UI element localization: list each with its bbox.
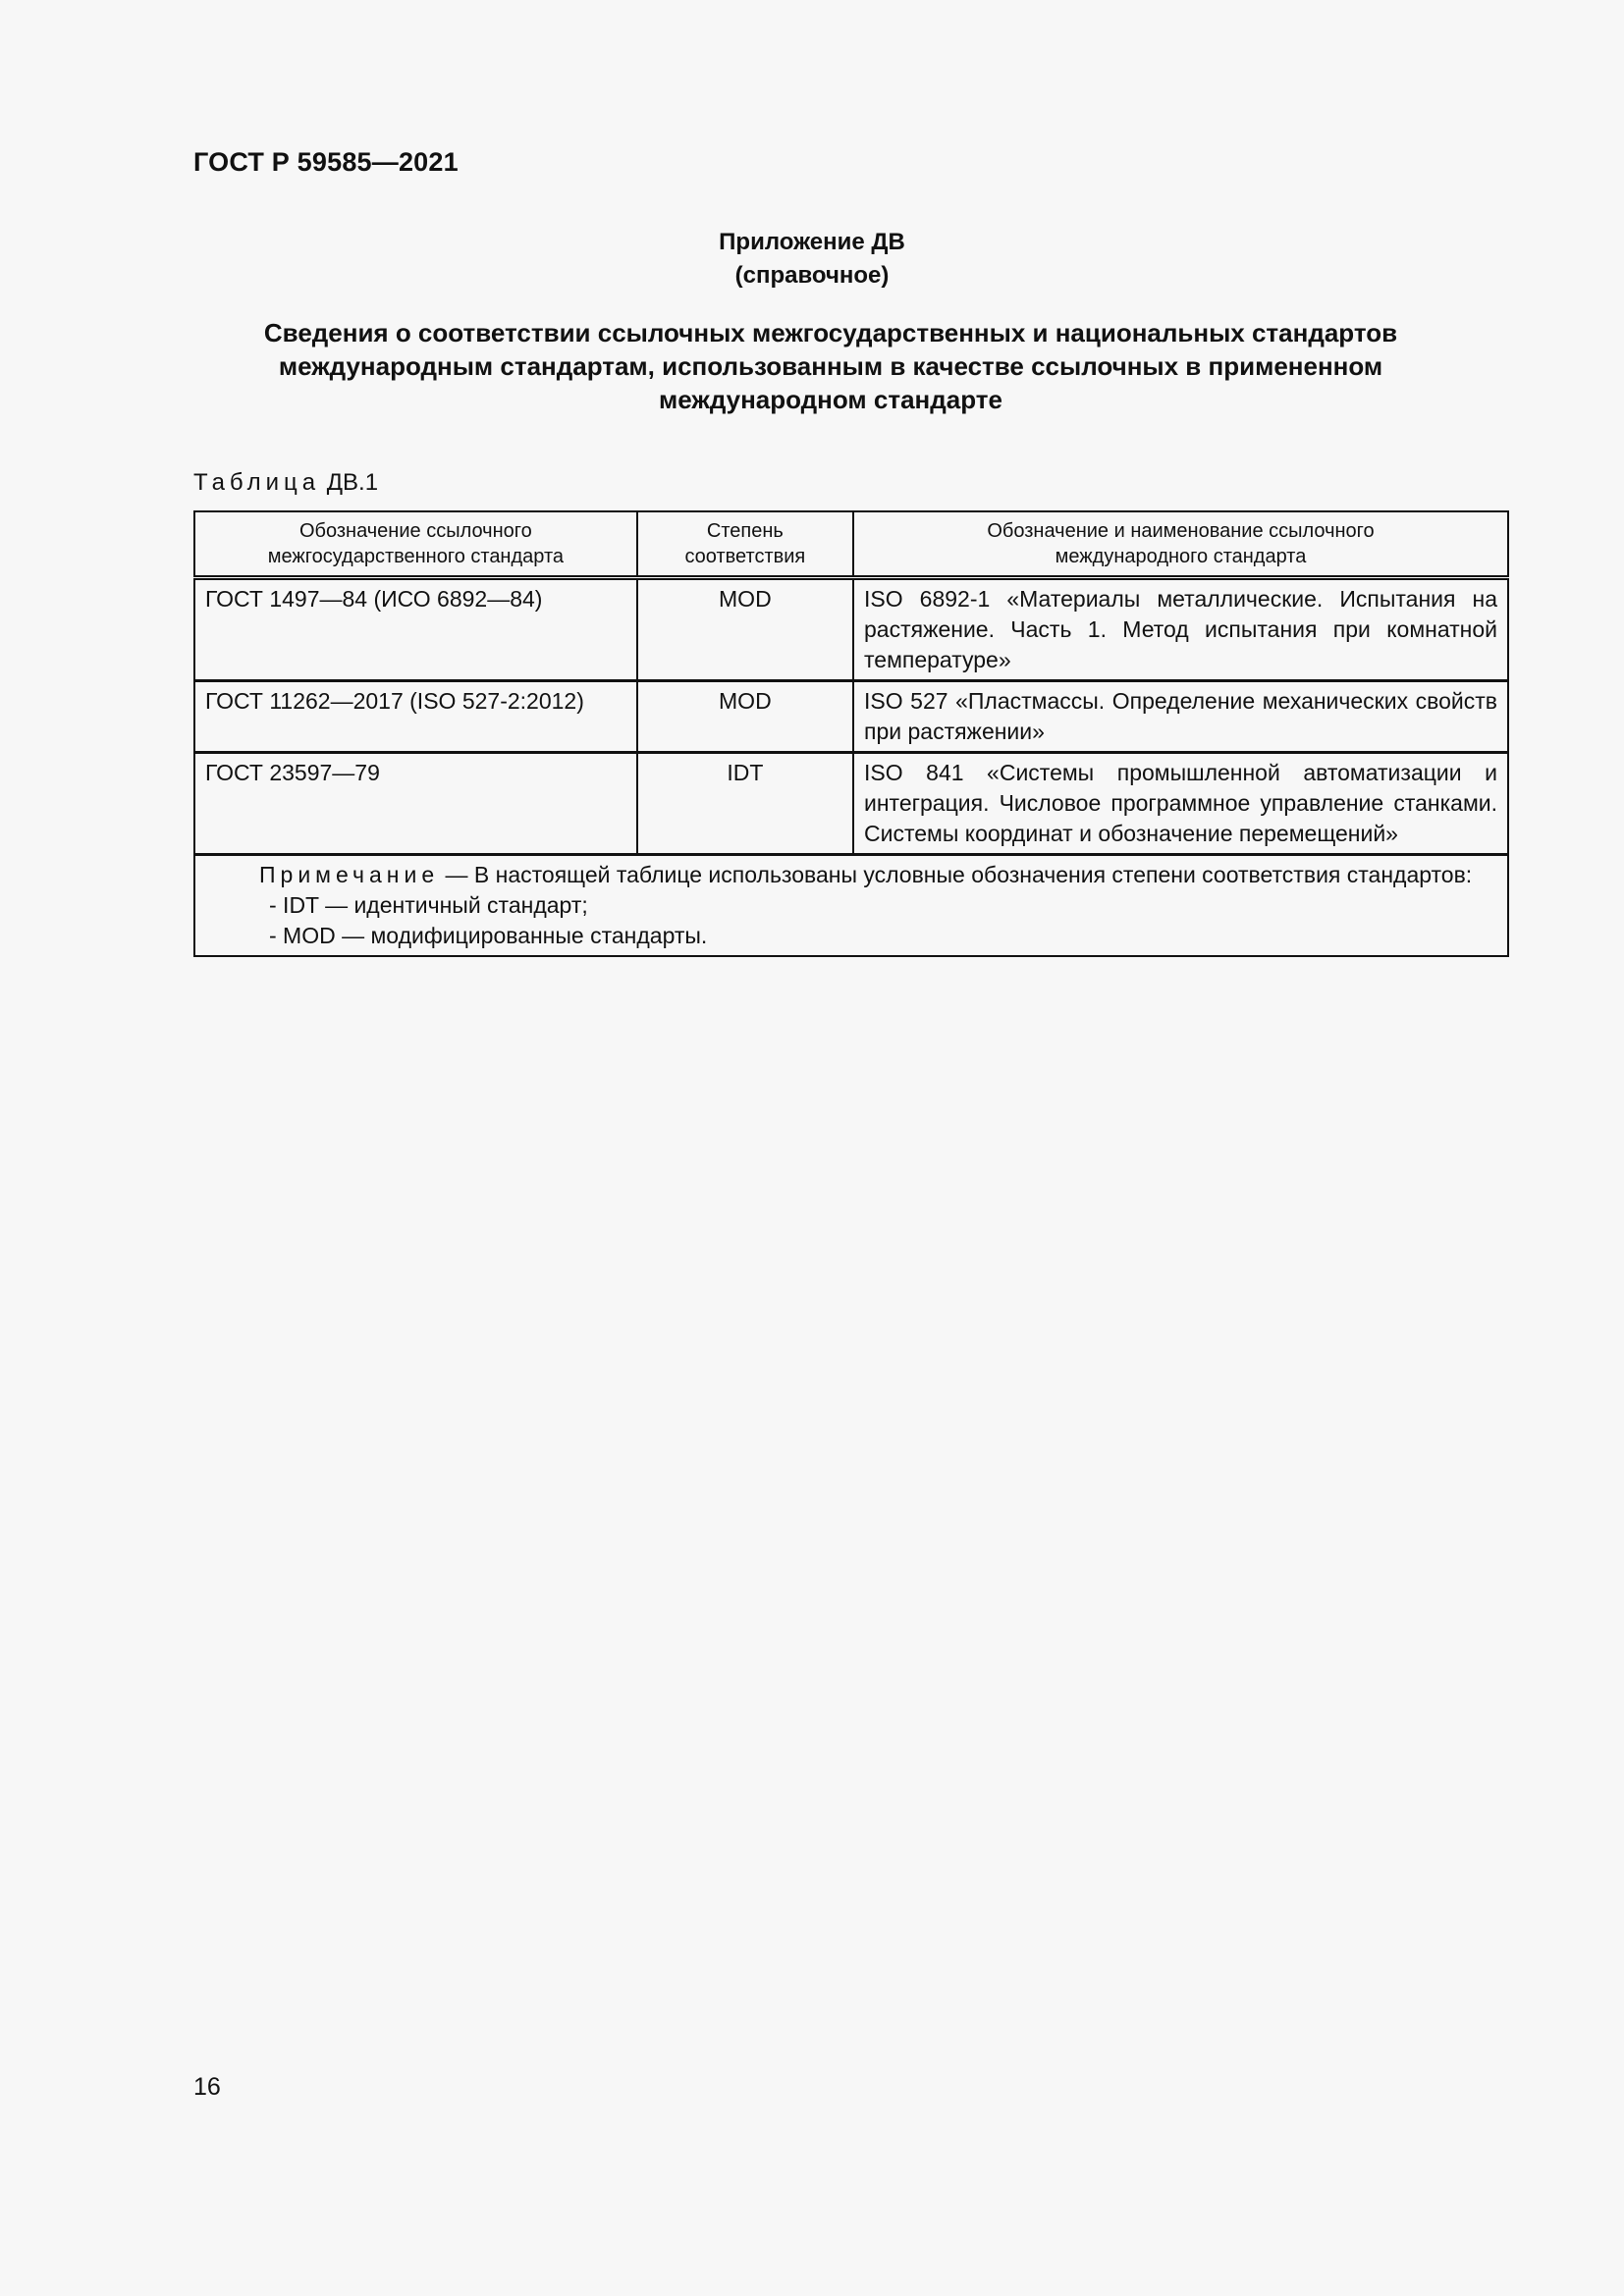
section-title-line: Сведения о соответствии ссылочных межгосударственных и национальных стандартов	[263, 318, 1398, 347]
appendix-title: Приложение ДВ	[719, 229, 905, 255]
column-header-line: международного стандарта	[1055, 546, 1307, 567]
table-row	[194, 753, 1508, 855]
column-header-line: соответствия	[684, 546, 806, 567]
column-header-standard	[194, 511, 637, 578]
column-header-degree	[637, 511, 853, 578]
column-header-line: Степень	[706, 520, 784, 542]
document-code: ГОСТ Р 59585—2021	[193, 147, 459, 177]
table-header-row	[194, 511, 1508, 578]
cell-standard: ГОСТ 1497—84 (ИСО 6892—84)	[194, 578, 637, 681]
table-caption	[193, 469, 378, 497]
cell-international: ISO 841 «Системы промышленной автоматизации и интеграция. Числовое программное управление станками. Системы координат и обозначение перемещений»	[853, 753, 1508, 855]
cell-international: ISO 527 «Пластмассы. Определение механических свойств при растяжении»	[853, 681, 1508, 753]
column-header-line: Обозначение и наименование ссылочного	[987, 520, 1375, 542]
cell-degree: IDT	[637, 753, 853, 855]
reference-standards-table	[193, 510, 1509, 957]
note-item: - MOD — модифицированные стандарты.	[269, 923, 708, 948]
note-text	[205, 860, 1497, 890]
section-title-line: международным стандартам, использованным в качестве ссылочных в примененном	[278, 351, 1383, 381]
appendix-heading	[0, 226, 1624, 293]
cell-standard: ГОСТ 23597—79	[194, 753, 637, 855]
table-row	[194, 681, 1508, 753]
note-item: - IDT — идентичный стандарт;	[269, 892, 588, 918]
table-note	[194, 855, 1508, 957]
page-number: 16	[193, 2073, 221, 2101]
note-body: — В настоящей таблице использованы условные обозначения степени соответствия стандартов:	[439, 862, 1473, 887]
cell-international: ISO 6892-1 «Материалы металлические. Испытания на растяжение. Часть 1. Метод испытания при комнатной температуре»	[853, 578, 1508, 681]
section-title	[236, 316, 1426, 416]
cell-degree: MOD	[637, 578, 853, 681]
note-label: Примечание	[259, 862, 440, 887]
table-caption-number: ДВ.1	[326, 469, 379, 496]
table-note-row	[194, 855, 1508, 957]
appendix-subtitle: (справочное)	[734, 262, 890, 289]
column-header-international	[853, 511, 1508, 578]
table-row	[194, 578, 1508, 681]
cell-standard: ГОСТ 11262—2017 (ISO 527-2:2012)	[194, 681, 637, 753]
cell-degree: MOD	[637, 681, 853, 753]
column-header-line: межгосударственного стандарта	[267, 546, 565, 567]
column-header-line: Обозначение ссылочного	[298, 520, 532, 542]
section-title-line: международном стандарте	[659, 385, 1002, 414]
table-caption-label: Таблица	[193, 469, 321, 496]
